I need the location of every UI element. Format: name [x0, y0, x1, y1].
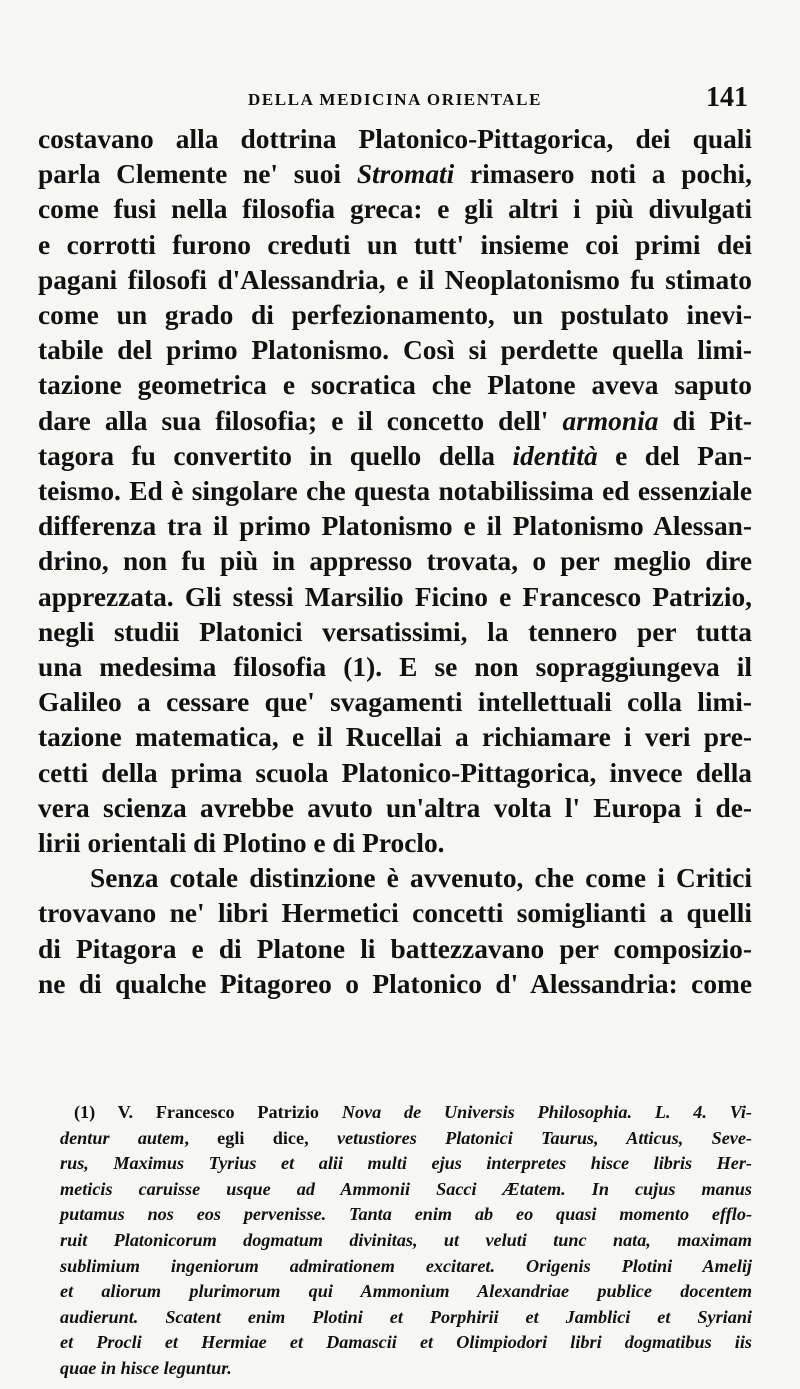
text-segment: negli studii Platonici versatissimi, la tennero per tutta: [38, 616, 752, 647]
footnote-line: [60, 1356, 752, 1382]
footnote-line: [60, 1305, 752, 1331]
text-segment: dare alla sua filosofia; e il concetto dell': [38, 405, 563, 436]
text-line: [38, 474, 752, 509]
footnote-italic: dentur autem: [60, 1127, 185, 1148]
footnote-italic: putamus nos eos pervenisse. Tanta enim ab eo quasi momento efflo-: [60, 1204, 752, 1225]
text-segment: di Pitagora e di Platone li battezzavano per composizio-: [38, 933, 752, 964]
footnote-italic: vetustiores Platonici Taurus, Atticus, Seve-: [336, 1127, 752, 1148]
text-line: [38, 967, 752, 1002]
text-line: [38, 439, 752, 474]
footnote-italic: ruit Platonicorum dogmatum divinitas, ut veluti tunc nata, maximam: [60, 1230, 752, 1251]
text-segment: rimasero noti a pochi,: [454, 159, 752, 190]
text-line: [38, 509, 752, 544]
text-segment: e corrotti furono creduti un tutt' insieme coi primi dei: [38, 229, 752, 260]
footnote-italic: meticis caruisse usque ad Ammonii Sacci Ætatem. In cujus manus: [60, 1178, 752, 1199]
text-segment: vera scienza avrebbe avuto un'altra volta l' Europa i de-: [38, 792, 752, 823]
text-line: [38, 404, 752, 439]
text-line: [38, 122, 752, 157]
footnote-italic: quae in hisce leguntur.: [60, 1358, 232, 1379]
text-segment: di Pit-: [658, 405, 753, 436]
text-line: [38, 720, 752, 755]
text-segment: ne di qualche Pitagoreo o Platonico d' Alessandria: come: [38, 968, 752, 999]
text-segment: lirii orientali di Plotino e di Proclo.: [38, 828, 445, 859]
text-line: [38, 333, 752, 368]
text-line: [38, 368, 752, 403]
page-number: 141: [706, 82, 748, 113]
text-line: [38, 192, 752, 227]
footnote-line: [60, 1330, 752, 1356]
text-segment: pagani filosofi d'Alessandria, e il Neoplatonismo fu stimato: [38, 264, 752, 295]
text-segment: costavano alla dottrina Platonico-Pittagorica, dei quali: [38, 124, 752, 154]
text-segment: come un grado di perfezionamento, un postulato inevi-: [38, 300, 752, 331]
text-segment: Senza cotale distinzione è avvenuto, che come i Critici: [90, 863, 752, 894]
footnote-line: [60, 1228, 752, 1254]
text-line: [38, 896, 752, 931]
text-segment: tabile del primo Platonismo. Così si perdette quella limi-: [38, 335, 752, 366]
text-segment: come fusi nella filosofia greca: e gli altri i più divulgati: [38, 194, 752, 225]
text-line: [38, 685, 752, 720]
text-line: [38, 157, 752, 192]
footnote-segment: (1) V. Francesco Patrizio: [74, 1102, 342, 1123]
footnote: [38, 1100, 752, 1382]
footnote-italic: sublimium ingeniorum admirationem excitaret. Origenis Plotini Amelij: [60, 1255, 752, 1276]
italic-word: armonia: [562, 405, 659, 436]
page-header: [38, 0, 752, 122]
text-segment: e del Pan-: [597, 440, 752, 471]
text-segment: una medesima filosofia (1). E se non sopraggiungeva il: [38, 652, 752, 683]
footnote-line: [60, 1151, 752, 1177]
text-segment: parla Clemente ne' suoi: [38, 159, 357, 190]
text-line: [38, 861, 752, 896]
footnote-italic: Nova de Universis Philosophia. L. 4. Vi-: [341, 1102, 752, 1123]
footnote-italic: rus, Maximus Tyrius et alii multi ejus interpretes hisce libris Her-: [60, 1153, 752, 1174]
text-line: [38, 756, 752, 791]
text-line: [38, 580, 752, 615]
text-line: [38, 263, 752, 298]
footnote-line: [60, 1279, 752, 1305]
footnote-italic: audierunt. Scatent enim Plotini et Porphirii et Jamblici et Syriani: [60, 1306, 752, 1327]
main-text: [38, 122, 752, 1002]
footnote-line: [60, 1177, 752, 1203]
text-line: [38, 228, 752, 263]
text-segment: tazione matematica, e il Rucellai a richiamare i veri pre-: [38, 722, 752, 753]
text-segment: apprezzata. Gli stessi Marsilio Ficino e Francesco Patrizio,: [38, 581, 752, 612]
text-segment: cetti della prima scuola Platonico-Pittagorica, invece della: [38, 757, 752, 788]
running-title: DELLA MEDICINA ORIENTALE: [247, 90, 543, 109]
text-segment: trovavano ne' libri Hermetici concetti somiglianti a quelli: [38, 898, 752, 929]
text-segment: teismo. Ed è singolare che questa notabilissima ed essenziale: [38, 476, 752, 507]
text-line: [38, 615, 752, 650]
text-line: [38, 650, 752, 685]
footnote-line: [60, 1202, 752, 1228]
text-line: [38, 826, 752, 861]
footnote-line: [60, 1126, 752, 1152]
text-line: [38, 932, 752, 967]
footnote-line: [60, 1100, 752, 1126]
text-segment: tazione geometrica e socratica che Platone aveva saputo: [38, 370, 752, 401]
text-segment: Galileo a cessare que' svagamenti intellettuali colla limi-: [38, 687, 752, 718]
footnote-italic: et Procli et Hermiae et Damascii et Olimpiodori libri dogmatibus iis: [60, 1332, 752, 1353]
text-segment: drino, non fu più in appresso trovata, o per meglio dire: [38, 546, 752, 577]
footnote-line: [60, 1254, 752, 1280]
text-segment: differenza tra il primo Platonismo e il Platonismo Alessan-: [38, 511, 752, 542]
text-line: [38, 298, 752, 333]
footnote-italic: et aliorum plurimorum qui Ammonium Alexandriae publice docentem: [60, 1281, 752, 1302]
text-segment: tagora fu convertito in quello della: [38, 440, 513, 471]
italic-word: identità: [512, 440, 598, 471]
text-line: [38, 791, 752, 826]
italic-word: Stromati: [356, 159, 455, 190]
footnote-segment: , egli dice,: [184, 1127, 337, 1148]
text-line: [38, 544, 752, 579]
